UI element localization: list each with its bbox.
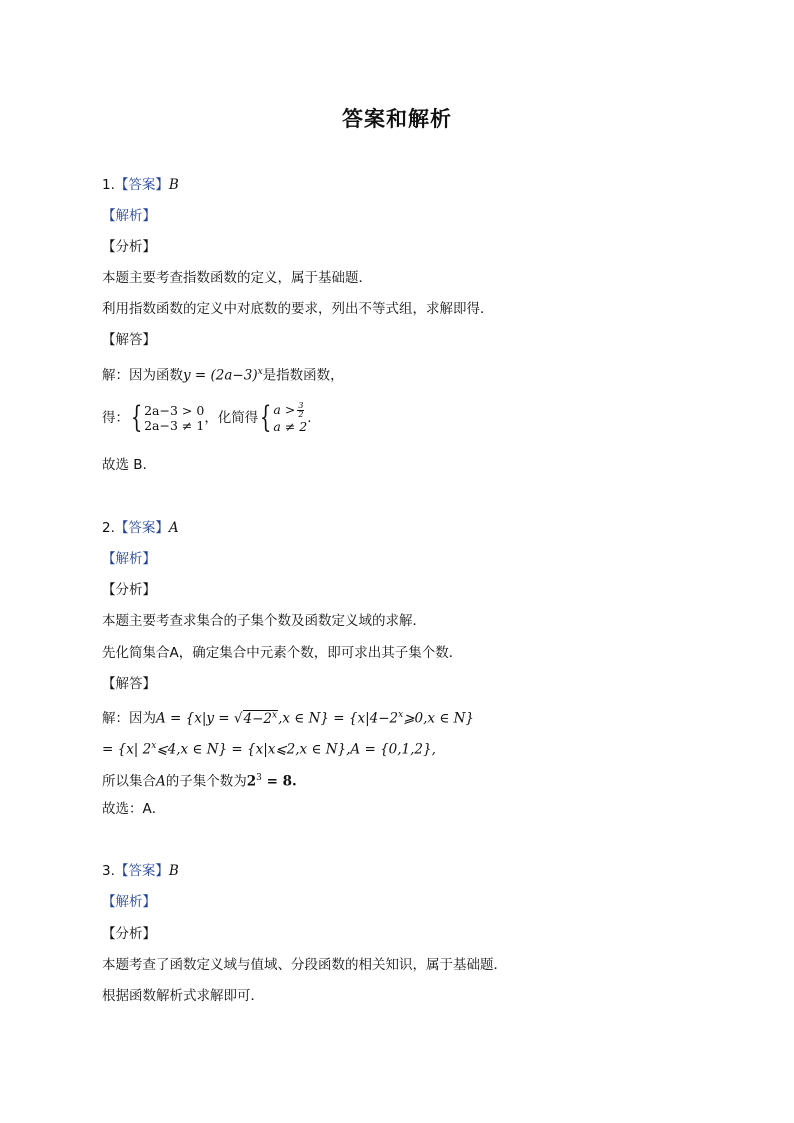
q2-sol3-expr: 2	[246, 773, 257, 790]
q1-brace-1: {	[130, 400, 143, 435]
q2-jiexi-label: 【解析】	[102, 551, 156, 567]
q1-brace-2: {	[260, 400, 272, 435]
q2-answer-line	[102, 519, 179, 537]
q2-sol2-a-exp: x	[151, 741, 157, 751]
q2-sol3-mid: 的子集个数为	[165, 773, 247, 790]
q1-fenxi-line1: 本题主要考查指数函数的定义，属于基础题．	[102, 270, 372, 286]
q1-sys2-row1-wrap	[273, 402, 304, 417]
q2-sol1-a: A = {x|y =	[156, 710, 234, 727]
q1-frac-den: 2	[298, 410, 304, 419]
q1-answer: B	[168, 177, 179, 193]
q2-sol1-b-exp: x	[398, 710, 404, 720]
q1-sol-prefix: 解：因为函数	[102, 367, 183, 384]
q1-jieda-label: 【解答】	[102, 332, 156, 348]
q1-de: 得：	[102, 410, 129, 426]
q1-sol-suffix: 是指数函数，	[262, 367, 344, 384]
q2-fenxi-label: 【分析】	[102, 582, 156, 598]
q2-fenxi-line1: 本题主要考查求集合的子集个数及函数定义域的求解．	[102, 613, 426, 629]
q1-fraction	[297, 402, 304, 419]
q2-solution-line2	[102, 737, 436, 759]
q1-system-line	[102, 396, 312, 440]
q3-fenxi-line1: 本题考查了函数定义域与值域、分段函数的相关知识，属于基础题．	[102, 957, 507, 973]
q1-answer-line	[102, 176, 179, 194]
q2-sol1-c: ⩾0,x ∈ N}	[403, 710, 475, 727]
q2-solution-line3	[102, 769, 297, 791]
q2-sqrt-body	[243, 710, 279, 727]
q1-system-2	[273, 402, 307, 434]
q2-answer: A	[168, 520, 179, 536]
q2-answer-tag: 【答案】	[114, 520, 169, 536]
q1-sol-exp: x	[257, 367, 263, 377]
q1-sys2-end: .	[307, 410, 312, 426]
q1-sys2-row2: a ≠ 2	[273, 419, 308, 434]
q1-answer-tag: 【答案】	[114, 177, 169, 193]
q1-huajian: ，化简得	[204, 410, 259, 426]
q1-sys1-row1: 2a−3 > 0	[144, 403, 205, 418]
page-title: 答案和解析	[342, 107, 452, 131]
q2-conclusion: 故选：A．	[102, 801, 166, 817]
q2-sol3-a: A	[156, 773, 166, 790]
q2-sol2-b: ⩽4,x ∈ N} = {x|x⩽2,x ∈ N},A = {0,1,2},	[156, 741, 436, 758]
q1-conclusion: 故选 B.	[102, 457, 147, 473]
q2-sol3-prefix: 所以集合	[102, 773, 156, 790]
q2-jieda-label: 【解答】	[102, 676, 156, 692]
q1-sol-expr: y = (2a−3)	[183, 367, 258, 384]
q1-system-1	[144, 403, 204, 433]
q3-answer-line	[102, 862, 179, 880]
q2-sol1-prefix: 解：因为	[102, 710, 156, 727]
q3-fenxi-line2: 根据函数解析式求解即可．	[102, 988, 264, 1004]
q1-sys1-row2: 2a−3 ≠ 1	[144, 418, 205, 433]
q2-solution-line1	[102, 706, 474, 728]
q2-fenxi-line2: 先化简集合A，确定集合中元素个数，即可求出其子集个数．	[102, 645, 463, 661]
q2-sol1-sqrt-exp: x	[272, 710, 278, 720]
q3-jiexi-label: 【解析】	[102, 894, 156, 910]
q2-sol3-tail: = 8.	[261, 773, 297, 790]
q3-answer: B	[168, 863, 179, 879]
q1-jiexi-label: 【解析】	[102, 208, 156, 224]
q3-fenxi-label: 【分析】	[102, 926, 156, 942]
q2-sol3-exp: 3	[256, 773, 262, 783]
q3-answer-tag: 【答案】	[114, 863, 169, 879]
q3-number: 3.	[102, 863, 115, 879]
q1-fenxi-line2: 利用指数函数的定义中对底数的要求，列出不等式组，求解即得．	[102, 301, 494, 317]
q2-sqrt-sign: √	[233, 710, 243, 727]
q1-sys2-row1: a >	[273, 402, 296, 417]
q1-fenxi-label: 【分析】	[102, 239, 156, 255]
q2-sol2-a: = {x| 2	[102, 741, 152, 758]
q1-number: 1.	[102, 177, 115, 193]
q1-frac-num: 3	[298, 401, 304, 410]
q1-solution-line	[102, 363, 344, 385]
q2-number: 2.	[102, 520, 115, 536]
q2-sol1-sqrt: 4−2	[243, 710, 273, 727]
q2-sol1-b: ,x ∈ N} = {x|4−2	[278, 710, 399, 727]
